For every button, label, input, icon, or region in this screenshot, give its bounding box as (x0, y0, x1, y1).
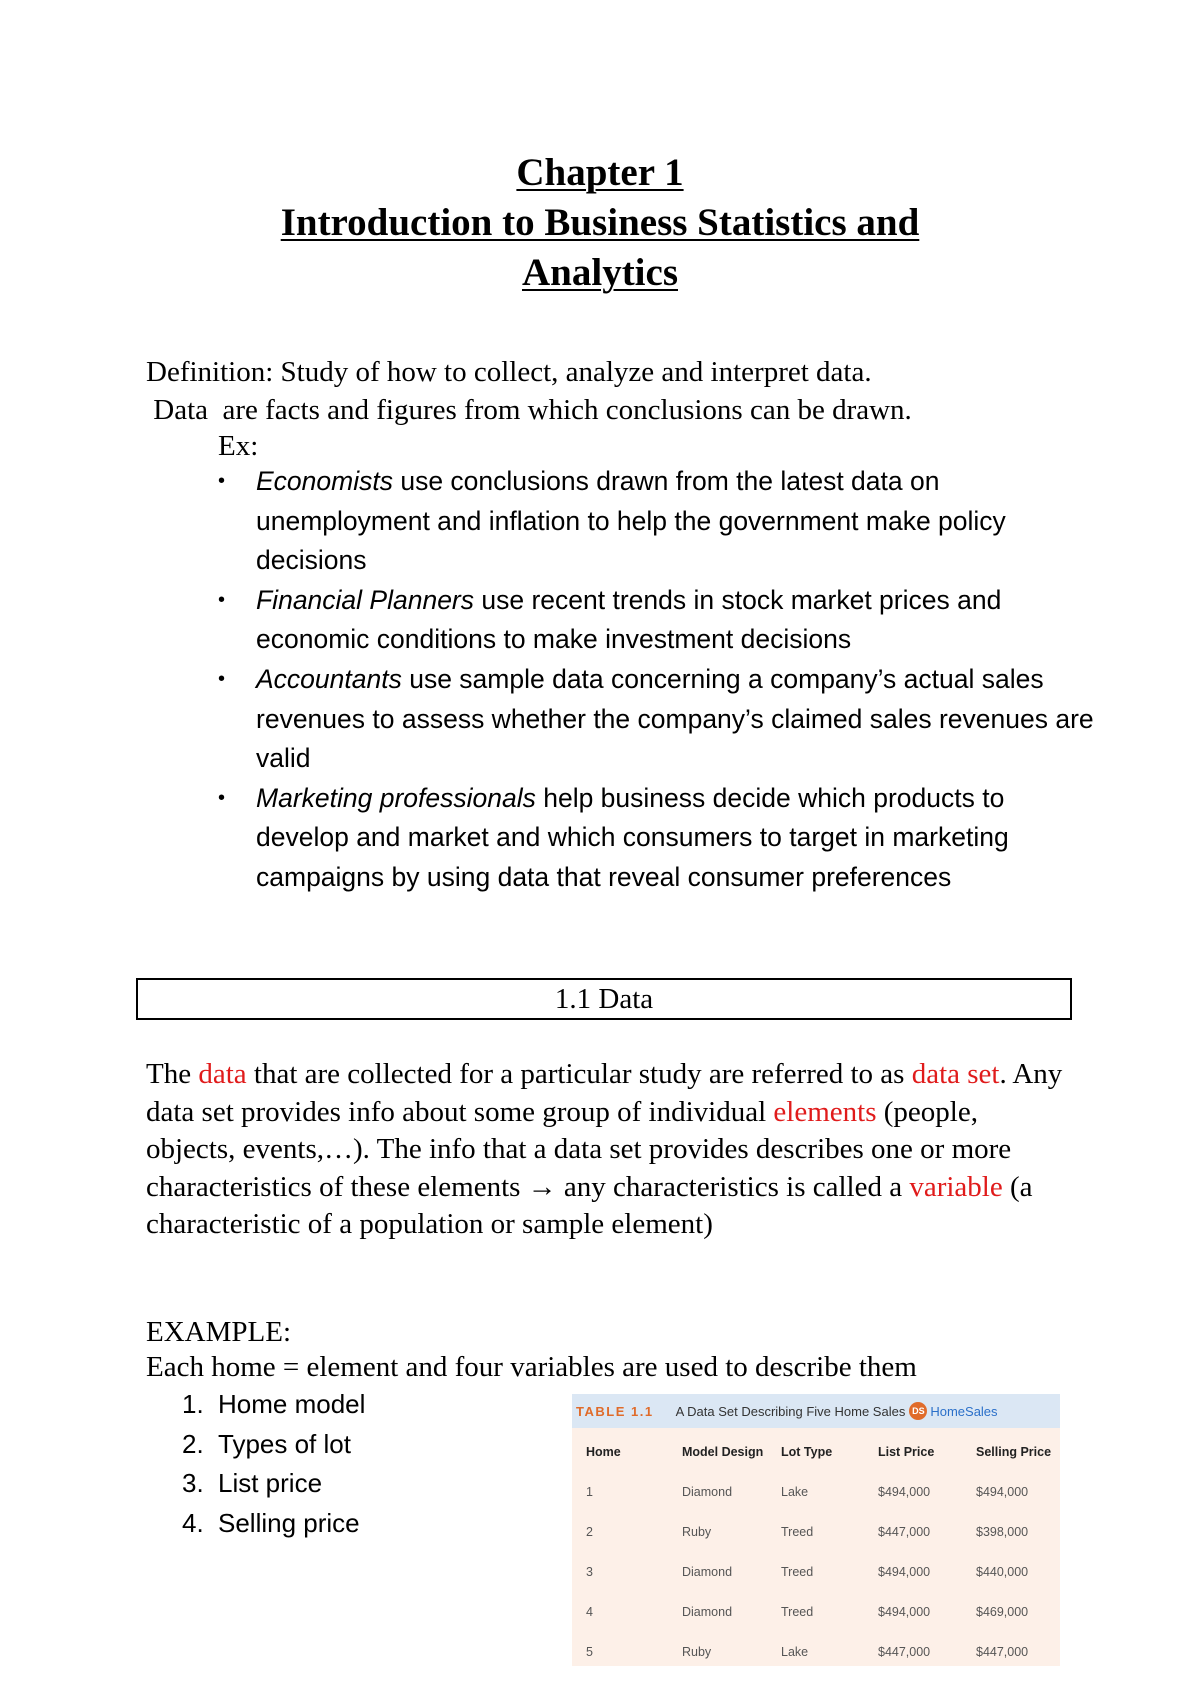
table-cell: Treed (781, 1565, 814, 1579)
home-sales-table (572, 1394, 1060, 1666)
section-heading-box (136, 978, 1072, 1020)
list-text: Home model (218, 1389, 366, 1419)
table-cell: $494,000 (976, 1485, 1029, 1499)
list-item (182, 1504, 365, 1544)
table-cell: Diamond (682, 1605, 733, 1619)
table-cell: $494,000 (878, 1565, 931, 1579)
example-description: Each home = element and four variables are used to describe them (146, 1351, 917, 1383)
bullet-role: Economists (256, 466, 393, 496)
table-cell: 3 (586, 1565, 593, 1579)
paragraph-text: (a characteristic of a population or sample element) (146, 1170, 1033, 1240)
list-item (182, 1425, 365, 1465)
paragraph-text: any characteristics is called a (556, 1170, 910, 1203)
bullet-role: Financial Planners (256, 584, 475, 615)
table-cell: $469,000 (976, 1605, 1029, 1619)
chapter-number: Chapter 1 (516, 151, 684, 194)
table-cell: Treed (781, 1605, 814, 1619)
arrow-right-icon: → (527, 1170, 557, 1203)
column-header: Model Design (682, 1445, 764, 1459)
column-header: Selling Price (976, 1445, 1052, 1459)
column-header: Lot Type (781, 1445, 833, 1459)
table-cell: Diamond (682, 1565, 733, 1579)
table-row (572, 1565, 1060, 1585)
table-row (572, 1645, 1060, 1665)
table-cell: Ruby (682, 1645, 712, 1659)
bullet-text: help business decide which products to develop and market and which consumers to target in marketing campaigns by using data that reveal consumer preferences (256, 782, 1009, 892)
bullet-item (218, 581, 1098, 660)
list-item (182, 1464, 365, 1504)
column-header: Home (586, 1445, 621, 1459)
bullet-text: use conclusions drawn from the latest data on unemployment and inflation to help the government make policy decisions (256, 466, 1006, 576)
paragraph-text: . Any data set provides info about some group of individual (146, 1058, 1063, 1128)
table-cell: $494,000 (878, 1485, 931, 1499)
bullet-item (218, 779, 1098, 898)
table-cell: Diamond (682, 1485, 733, 1499)
chapter-title-line-1: Introduction to Business Statistics and (280, 201, 920, 244)
definition-line: Definition: Study of how to collect, analyze and interpret data. (146, 356, 872, 388)
table-header-row (572, 1445, 1060, 1465)
list-number: 4. (182, 1507, 204, 1538)
table-cell: 4 (586, 1605, 593, 1619)
examples-bullet-list (218, 462, 1098, 898)
data-definition-line: Data are facts and figures from which conclusions can be drawn. (146, 394, 912, 426)
paragraph-text: The (146, 1058, 199, 1090)
ex-label: Ex: (218, 430, 259, 462)
table-cell: Ruby (682, 1525, 712, 1539)
bullet-role: Accountants (256, 663, 402, 694)
table-cell: 2 (586, 1525, 593, 1539)
list-text: Types of lot (218, 1428, 351, 1459)
bullet-dot-icon: • (218, 470, 226, 492)
list-item (182, 1385, 365, 1425)
highlight-term: elements (773, 1095, 877, 1128)
table-cell: $447,000 (878, 1525, 931, 1539)
table-caption: A Data Set Describing Five Home Sales (675, 1403, 906, 1419)
highlight-term: variable (909, 1170, 1003, 1203)
variables-list (182, 1385, 365, 1543)
bullet-role: Marketing professionals (256, 782, 536, 813)
table-cell: Lake (781, 1645, 809, 1659)
table-number: TABLE 1.1 (576, 1403, 654, 1419)
data-set-paragraph (146, 1056, 1066, 1244)
list-number: 1. (182, 1389, 204, 1419)
table-cell: Lake (781, 1485, 809, 1499)
section-heading: 1.1 Data (554, 983, 654, 1015)
dataset-name: HomeSales (930, 1403, 998, 1419)
table-cell: $398,000 (976, 1525, 1029, 1539)
highlight-term: data set (911, 1058, 1000, 1090)
table-cell: $447,000 (878, 1645, 931, 1659)
paragraph-text: that are collected for a particular study are referred to as (246, 1058, 912, 1090)
bullet-dot-icon: • (218, 667, 226, 690)
bullet-text: use sample data concerning a company’s actual sales revenues to assess whether the company’s claimed sales revenues are valid (256, 663, 1094, 774)
table-cell: $440,000 (976, 1565, 1029, 1579)
table-cell: $447,000 (976, 1645, 1029, 1659)
table-row (572, 1485, 1060, 1505)
list-number: 3. (182, 1468, 204, 1498)
chapter-title-line-2: Analytics (522, 251, 678, 294)
bullet-dot-icon: • (218, 588, 226, 611)
bullet-item (218, 660, 1098, 779)
table-caption-bar (572, 1394, 1060, 1428)
table-cell: $494,000 (878, 1605, 931, 1619)
table-cell: Treed (781, 1525, 814, 1539)
bullet-item (218, 462, 1098, 581)
table-row (572, 1525, 1060, 1545)
paragraph-text: (people, objects, events,…). The info that a data set provides describes one or more characteristics of these elements (146, 1095, 1012, 1203)
highlight-term: data (198, 1058, 247, 1090)
bullet-text: use recent trends in stock market prices and economic conditions to make investment decisions (256, 584, 1002, 655)
list-text: List price (218, 1468, 323, 1498)
bullet-dot-icon: • (218, 786, 226, 809)
dataset-badge-icon: DS (909, 1402, 927, 1420)
table-row (572, 1605, 1060, 1625)
table-cell: 5 (586, 1645, 593, 1659)
list-text: Selling price (218, 1507, 360, 1538)
table-cell: 1 (586, 1485, 593, 1499)
list-number: 2. (182, 1428, 204, 1459)
example-label: EXAMPLE: (146, 1316, 291, 1348)
chapter-title (0, 148, 1200, 298)
column-header: List Price (878, 1445, 935, 1459)
